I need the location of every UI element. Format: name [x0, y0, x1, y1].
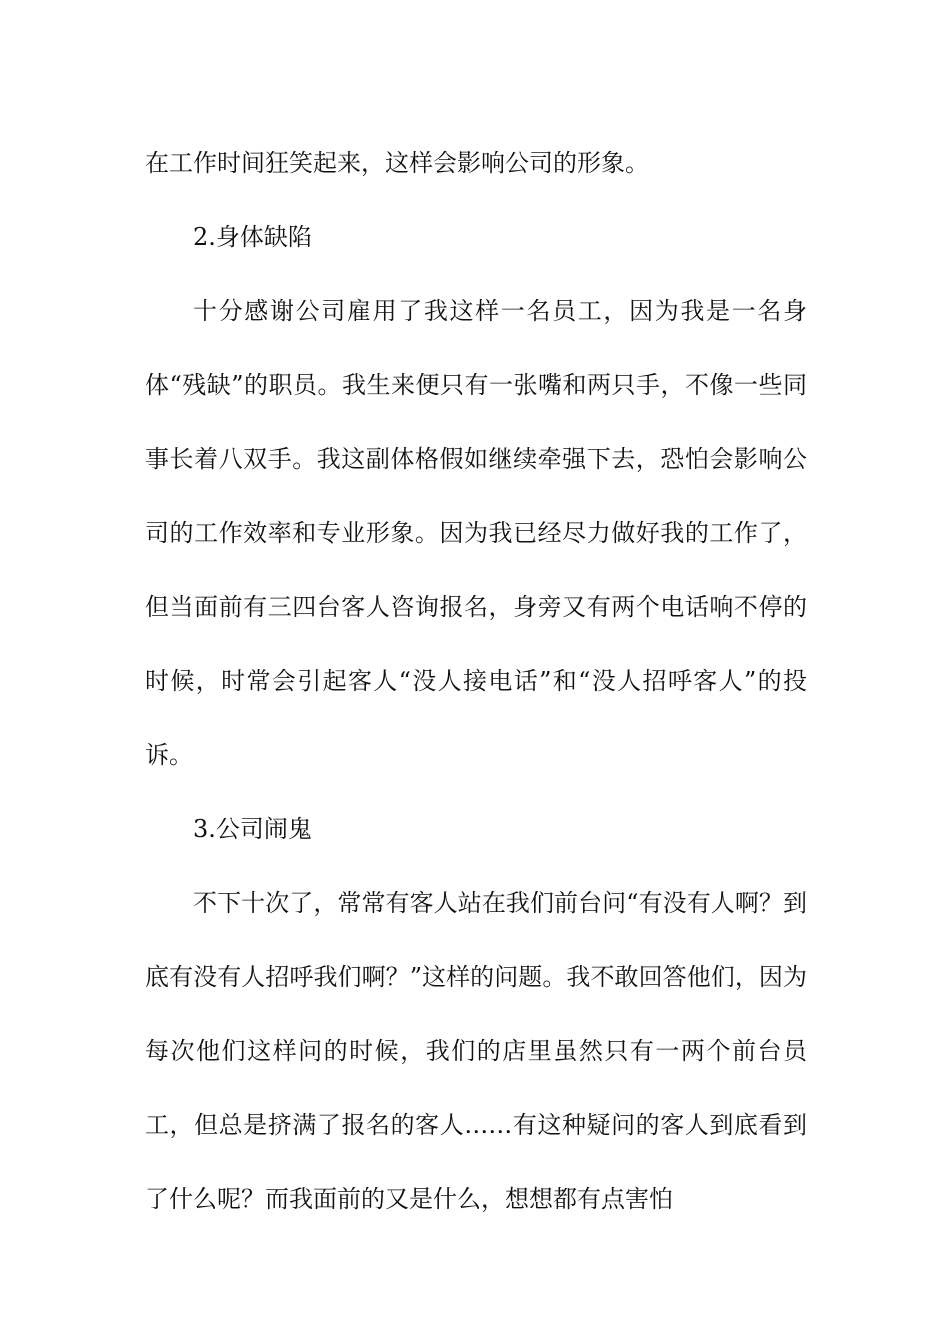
body-paragraph-haunted-office: 不下十次了，常常有客人站在我们前台问“有没有人啊？到底有没有人招呼我们啊？”这样的问题。我不敢回答他们，因为每次他们这样问的时候，我们的店里虽然只有一两个前台员工，但总是挤满了报名的客人……有这种疑问的客人到底看到了什么呢？而我面前的又是什么，想想都有点害怕	[145, 889, 807, 1213]
continuation-paragraph: 在工作时间狂笑起来，这样会影响公司的形象。	[145, 149, 649, 177]
document-body	[145, 126, 807, 1236]
body-paragraph-physical-defect: 十分感谢公司雇用了我这样一名员工，因为我是一名身体“残缺”的职员。我生来便只有一张嘴和两只手，不像一些同事长着八双手。我这副体格假如继续牵强下去，恐怕会影响公司的工作效率和专业形象。因为我已经尽力做好我的工作了，但当面前有三四台客人咨询报名，身旁又有两个电话响不停的时候，时常会引起客人“没人接电话”和“没人招呼客人”的投诉。	[145, 297, 807, 769]
section-heading-3: 3.公司闹鬼	[193, 815, 312, 843]
section-heading-2: 2.身体缺陷	[193, 223, 312, 251]
